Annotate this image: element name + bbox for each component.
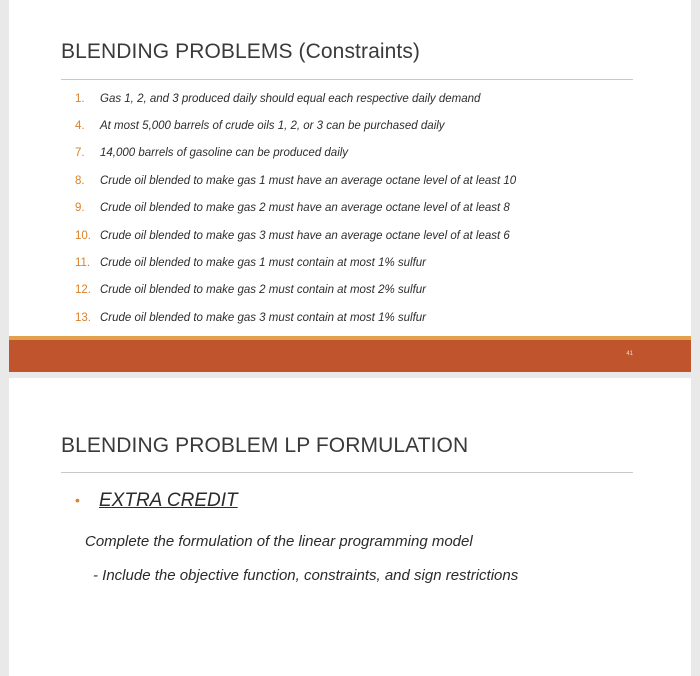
list-item (75, 277, 516, 304)
item-number: 7. (75, 147, 85, 160)
item-number: 13. (75, 311, 91, 324)
bullet-icon: • (75, 492, 80, 508)
item-number: 9. (75, 202, 85, 215)
list-item (75, 222, 516, 249)
item-text: At most 5,000 barrels of crude oils 1, 2, or 3 can be purchased daily (100, 120, 445, 133)
list-item (75, 195, 516, 222)
instruction-text: Complete the formulation of the linear programming model (85, 533, 473, 550)
item-text: 14,000 barrels of gasoline can be produced daily (100, 147, 349, 160)
title-divider (61, 472, 633, 473)
item-text: Crude oil blended to make gas 1 must have an average octane level of at least 10 (100, 174, 517, 187)
item-text: Crude oil blended to make gas 2 must contain at most 2% sulfur (100, 284, 427, 297)
item-number: 1. (75, 92, 85, 105)
slide-title: BLENDING PROBLEMS (Constraints) (61, 40, 421, 63)
list-item (75, 304, 516, 331)
title-divider (61, 79, 633, 80)
item-text: Crude oil blended to make gas 3 must have an average octane level of at least 6 (100, 229, 510, 242)
item-text: Crude oil blended to make gas 3 must contain at most 1% sulfur (100, 311, 427, 324)
item-number: 10. (75, 229, 91, 242)
list-item (75, 85, 516, 112)
item-number: 12. (75, 284, 91, 297)
slide-blending-constraints (9, 0, 691, 372)
slide-title: BLENDING PROBLEM LP FORMULATION (61, 434, 469, 457)
page-number: 41 (626, 351, 633, 357)
item-number: 4. (75, 120, 85, 133)
item-number: 8. (75, 174, 85, 187)
slide-footer-band (9, 336, 691, 372)
constraint-list (75, 85, 516, 332)
list-item (75, 167, 516, 194)
list-item (75, 249, 516, 276)
extra-credit-heading: EXTRA CREDIT (99, 490, 238, 511)
item-text: Crude oil blended to make gas 2 must have an average octane level of at least 8 (100, 202, 510, 215)
list-item (75, 140, 516, 167)
list-item (75, 112, 516, 139)
item-text: Gas 1, 2, and 3 produced daily should equal each respective daily demand (100, 92, 481, 105)
slide-lp-formulation (9, 378, 691, 676)
item-text: Crude oil blended to make gas 1 must contain at most 1% sulfur (100, 257, 427, 270)
sub-instruction-text: - Include the objective function, constraints, and sign restrictions (93, 567, 519, 584)
item-number: 11. (75, 257, 91, 270)
